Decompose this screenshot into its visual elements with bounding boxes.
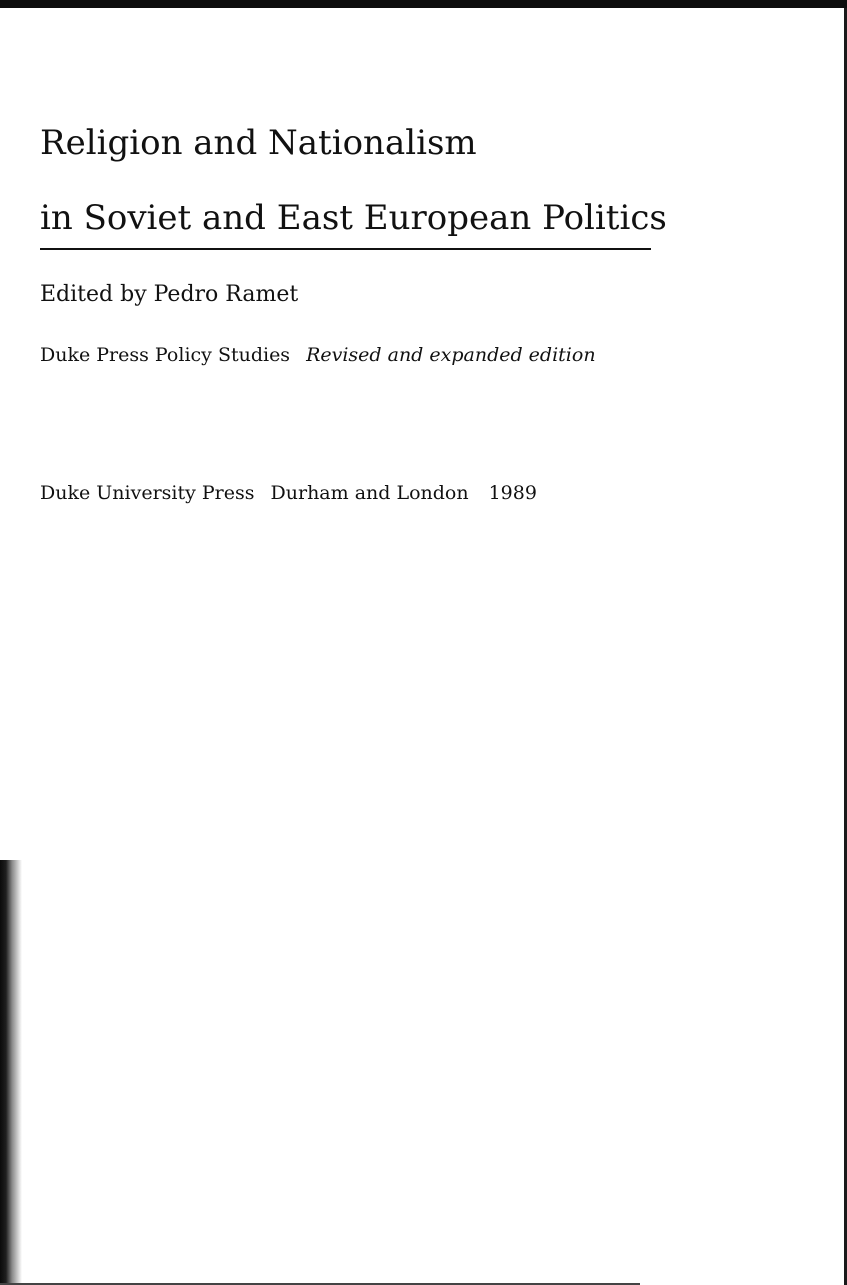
publication-year: 1989 — [488, 482, 537, 504]
series-name: Duke Press Policy Studies — [40, 344, 291, 366]
imprint-line — [40, 481, 537, 505]
scan-binding-shadow — [0, 860, 22, 1285]
book-title-line-2: in Soviet and East European Politics — [40, 198, 667, 238]
editor-credit: Edited by Pedro Ramet — [40, 282, 299, 307]
series-line — [40, 343, 596, 367]
edition-note: Revised and expanded edition — [306, 344, 596, 366]
book-title-line-1: Religion and Nationalism — [40, 123, 477, 163]
publisher-place: Durham and London — [270, 482, 469, 504]
publisher-name: Duke University Press — [40, 482, 255, 504]
title-rule — [40, 248, 651, 250]
scan-top-edge — [0, 0, 847, 8]
